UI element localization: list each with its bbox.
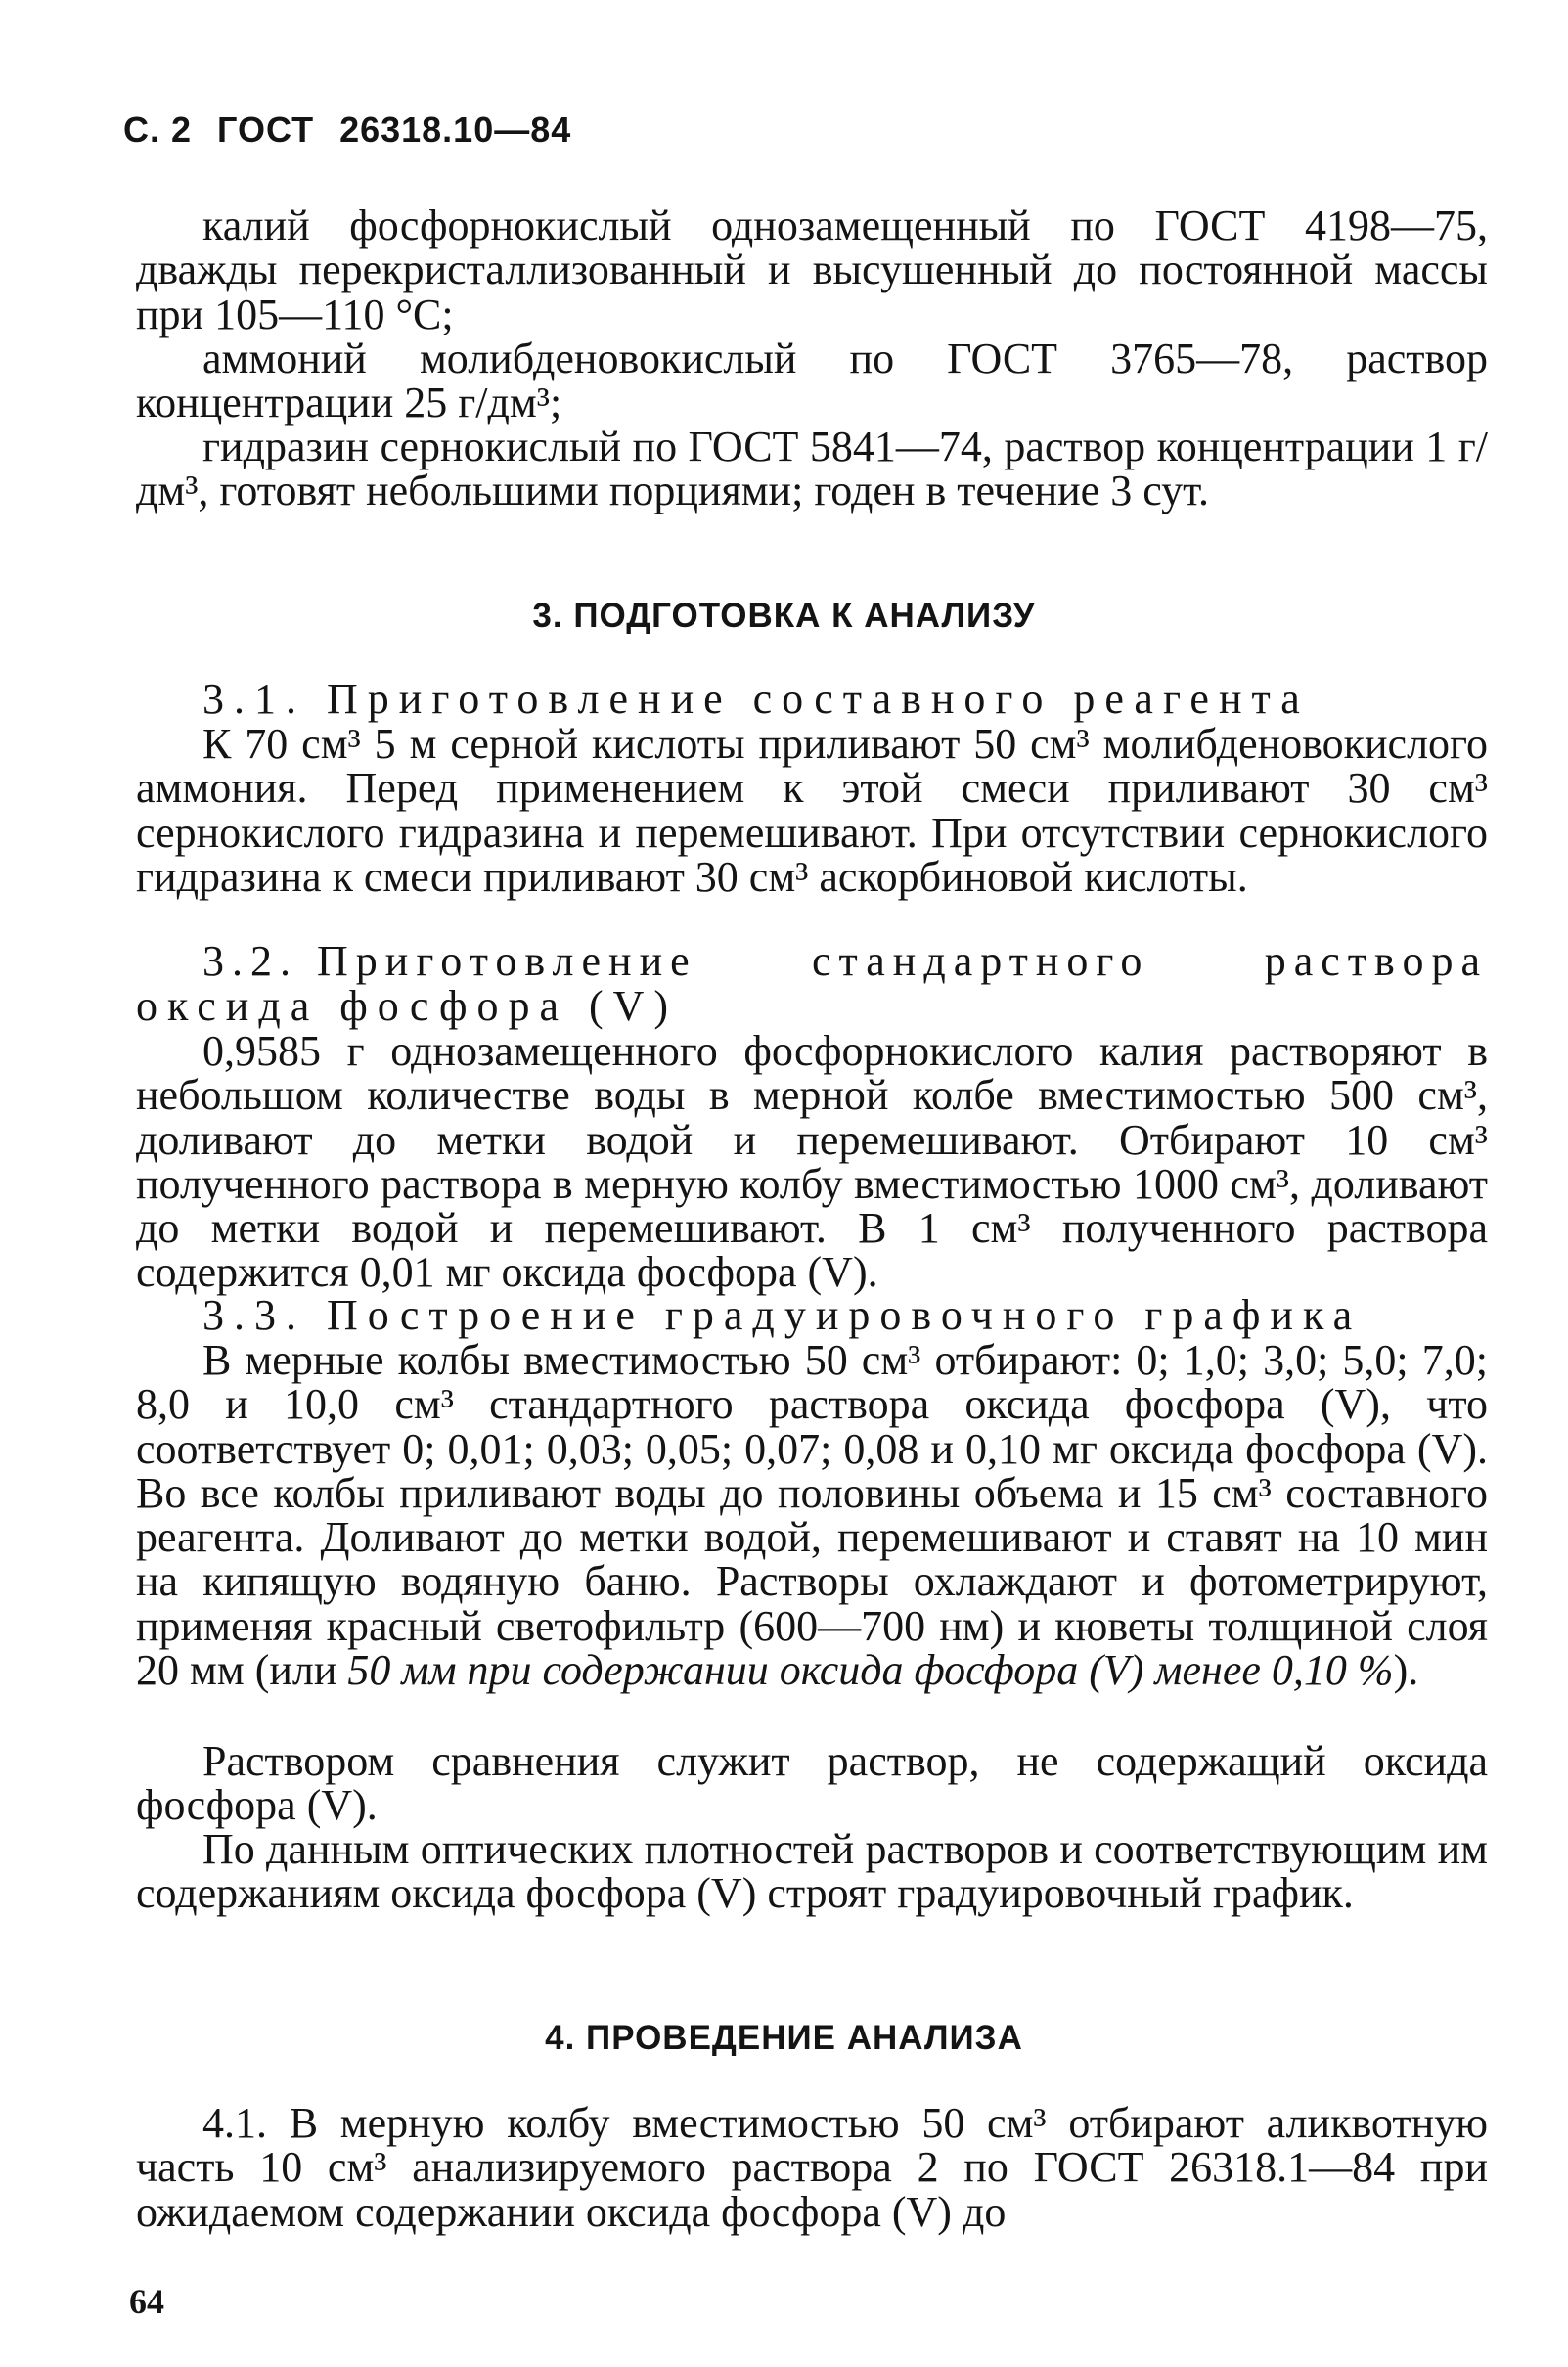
- subsection-3-1-text: К 70 см³ 5 м серной кислоты приливают 50 см³ молибденовокислого аммония. Перед применением к этой смеси приливают 30 см³ сернокислого гидразина и перемешивают. При отсутствии сернокислого гидразина к смеси приливают 30 см³ аскорбиновой кислоты.: [136, 720, 1488, 901]
- subsection-4-1-text: 4.1. В мерную колбу вместимостью 50 см³ отбирают аликвотную часть 10 см³ анализируемого раствора 2 по ГОСТ 26318.1—84 при ожидаемом содержании оксида фосфора (V) до: [136, 2099, 1488, 2236]
- subsection-3-1-heading: [136, 677, 1488, 722]
- subsection-3-3-paragraph-2: Раствором сравнения служит раствор, не содержащий оксида фосфора (V).: [136, 1737, 1488, 1830]
- subsection-3-2-heading: [136, 939, 1488, 984]
- subsection-3-3-text-italic: 50 мм при содержании оксида фосфора (V) менее 0,10 %: [347, 1646, 1394, 1695]
- heading-oxide-phosphorus: оксида фосфора (V): [136, 982, 679, 1030]
- header-standard-label: ГОСТ: [217, 110, 315, 150]
- subsection-3-3-text: [136, 1336, 1488, 1695]
- subsection-3-3-heading: [136, 1293, 1488, 1338]
- subsection-3-3-text-main: В мерные колбы вместимостью 50 см³ отбирают: 0; 1,0; 3,0; 5,0; 7,0; 8,0 и 10,0 см³ стандартного раствора оксида фосфора (V), что соответствует 0; 0,01; 0,03; 0,05; 0,07; 0,08 и 0,10 мг оксида фосфора (V). Во все колбы приливают воды до половины объема и 15 см³ составного реагента. Доливают до метки водой, перемешивают и ставят на 10 мин на кипящую водяную баню. Растворы охлаждают и фотометрируют, применяя красный светофильтр (600—700 нм) и кюветы толщиной слоя 20 мм (или: [136, 1336, 1488, 1695]
- header-standard-number: 26318.10—84: [339, 110, 572, 150]
- reagent-paragraph-1: калий фосфорнокислый однозамещенный по ГОСТ 4198—75, дважды перекристаллизованный и высушенный до постоянной массы при 105—110 °С;: [136, 201, 1488, 338]
- subsection-3-2-text: 0,9585 г однозамещенного фосфорнокислого калия растворяют в небольшом количестве воды в мерной колбе вместимостью 500 см³, доливают до метки водой и перемешивают. Отбирают 10 см³ полученного раствора в мерную колбу вместимостью 1000 см³, доливают до метки водой и перемешивают. В 1 см³ полученного раствора содержится 0,01 мг оксида фосфора (V).: [136, 1027, 1488, 1297]
- subsection-3-3-heading-text: 3.3. Построение градуировочного графика: [202, 1291, 1363, 1339]
- heading-word-prep: 3.2. Приготовление: [202, 937, 697, 985]
- subsection-3-2-heading-line-2: [136, 984, 1488, 1029]
- subsection-3-2-heading-line-1: [202, 939, 1488, 984]
- subsection-3-1-heading-text: 3.1. Приготовление составного реагента: [202, 675, 1310, 723]
- heading-word-standard: стандартного: [811, 937, 1150, 985]
- header-page-label: С. 2: [123, 110, 193, 150]
- page-number: 64: [129, 2282, 164, 2321]
- page-header: [123, 110, 597, 151]
- subsection-3-3-paragraph-3: По данным оптических плотностей растворов и соответствующим им содержаниям оксида фосфора (V) строят градуировочный график.: [136, 1825, 1488, 1918]
- section-4-title: 4. ПРОВЕДЕНИЕ АНАЛИЗА: [545, 2019, 1023, 2057]
- reagent-paragraph-2: аммоний молибденовокислый по ГОСТ 3765—78, раствор концентрации 25 г/дм³;: [136, 335, 1488, 427]
- subsection-3-3-text-end: ).: [1393, 1646, 1419, 1695]
- reagent-paragraph-3: гидразин сернокислый по ГОСТ 5841—74, раствор концентрации 1 г/дм³, готовят небольшими порциями; годен в течение 3 сут.: [136, 423, 1488, 515]
- section-3-title: 3. ПОДГОТОВКА К АНАЛИЗУ: [532, 597, 1036, 635]
- heading-word-solution: раствора: [1264, 937, 1488, 985]
